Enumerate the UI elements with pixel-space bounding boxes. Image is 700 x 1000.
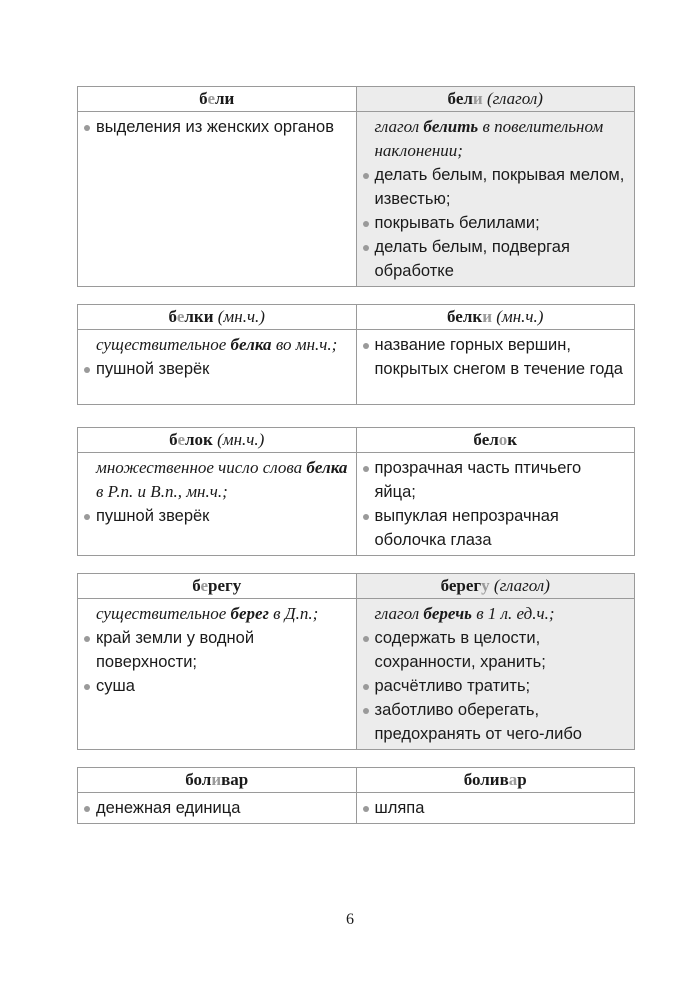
entry-bolivar	[77, 767, 635, 824]
definition-item: суша	[84, 674, 348, 698]
definition-cell-right	[356, 793, 635, 824]
definition-item: делать белым, подвергая обработке	[363, 235, 627, 283]
definition-item: пушной зверёк	[84, 357, 348, 381]
grammar-note: существительное белка во мн.ч.;	[96, 335, 338, 354]
headword-right: боливар	[356, 768, 635, 793]
definition-cell-left	[78, 599, 357, 750]
headword-left: боливар	[78, 768, 357, 793]
headword-right: бели (глагол)	[356, 87, 635, 112]
stress-mark: о	[498, 430, 508, 449]
definition-item: покрывать белилами;	[363, 211, 627, 235]
grammar-note: глагол беречь в 1 л. ед.ч.;	[374, 604, 555, 623]
definition-cell-left	[78, 453, 357, 556]
grammar-note: глагол белить в повелительном наклонении;	[374, 117, 604, 160]
page-number: 6	[346, 911, 354, 928]
entry-belki	[77, 304, 635, 405]
definition-cell-left	[78, 330, 357, 405]
definition-item: пушной зверёк	[84, 504, 348, 528]
grammar-note: множественное число слова белка в Р.п. и В.п., мн.ч.;	[96, 458, 348, 501]
headword-left: берегу	[78, 574, 357, 599]
definition-item: край земли у водной поверхности;	[84, 626, 348, 674]
definition-item: содержать в целости, сохранности, хранить;	[363, 626, 627, 674]
stress-mark: е	[176, 307, 185, 326]
stress-mark: е	[207, 89, 215, 108]
headword-left: белки (мн.ч.)	[78, 305, 357, 330]
stress-mark: а	[508, 770, 518, 789]
entry-beli	[77, 86, 635, 287]
headword-right: берегу (глагол)	[356, 574, 635, 599]
headword-left: бели	[78, 87, 357, 112]
definition-item: выпуклая непрозрачная оболочка глаза	[363, 504, 627, 552]
stress-mark: у	[481, 576, 490, 595]
definition-item: делать белым, покрывая мелом, известью;	[363, 163, 627, 211]
headword-left: белок (мн.ч.)	[78, 428, 357, 453]
stress-mark: е	[200, 576, 209, 595]
definition-item: расчётливо тратить;	[363, 674, 627, 698]
definition-cell-left	[78, 793, 357, 824]
definition-cell-right	[356, 330, 635, 405]
definition-item: выделения из женских органов	[84, 115, 348, 139]
headword-right: белок	[356, 428, 635, 453]
definition-item: шляпа	[363, 796, 627, 820]
grammar-note: существительное берег в Д.п.;	[96, 604, 319, 623]
definition-cell-right	[356, 599, 635, 750]
headword-right: белки (мн.ч.)	[356, 305, 635, 330]
definition-item: прозрачная часть птичьего яйца;	[363, 456, 627, 504]
definition-cell-right	[356, 112, 635, 287]
entry-beregu	[77, 573, 635, 750]
stress-mark: и	[211, 770, 222, 789]
definition-item: заботливо оберегать, предохранять от чего-либо	[363, 698, 627, 746]
definition-cell-right	[356, 453, 635, 556]
stress-mark: и	[472, 89, 483, 108]
definition-item: денежная единица	[84, 796, 348, 820]
stress-mark: е	[177, 430, 185, 449]
definition-cell-left	[78, 112, 357, 287]
definition-item: название горных вершин, покрытых снегом в течение года	[363, 333, 627, 381]
entry-belok	[77, 427, 635, 556]
stress-mark: и	[482, 307, 492, 326]
